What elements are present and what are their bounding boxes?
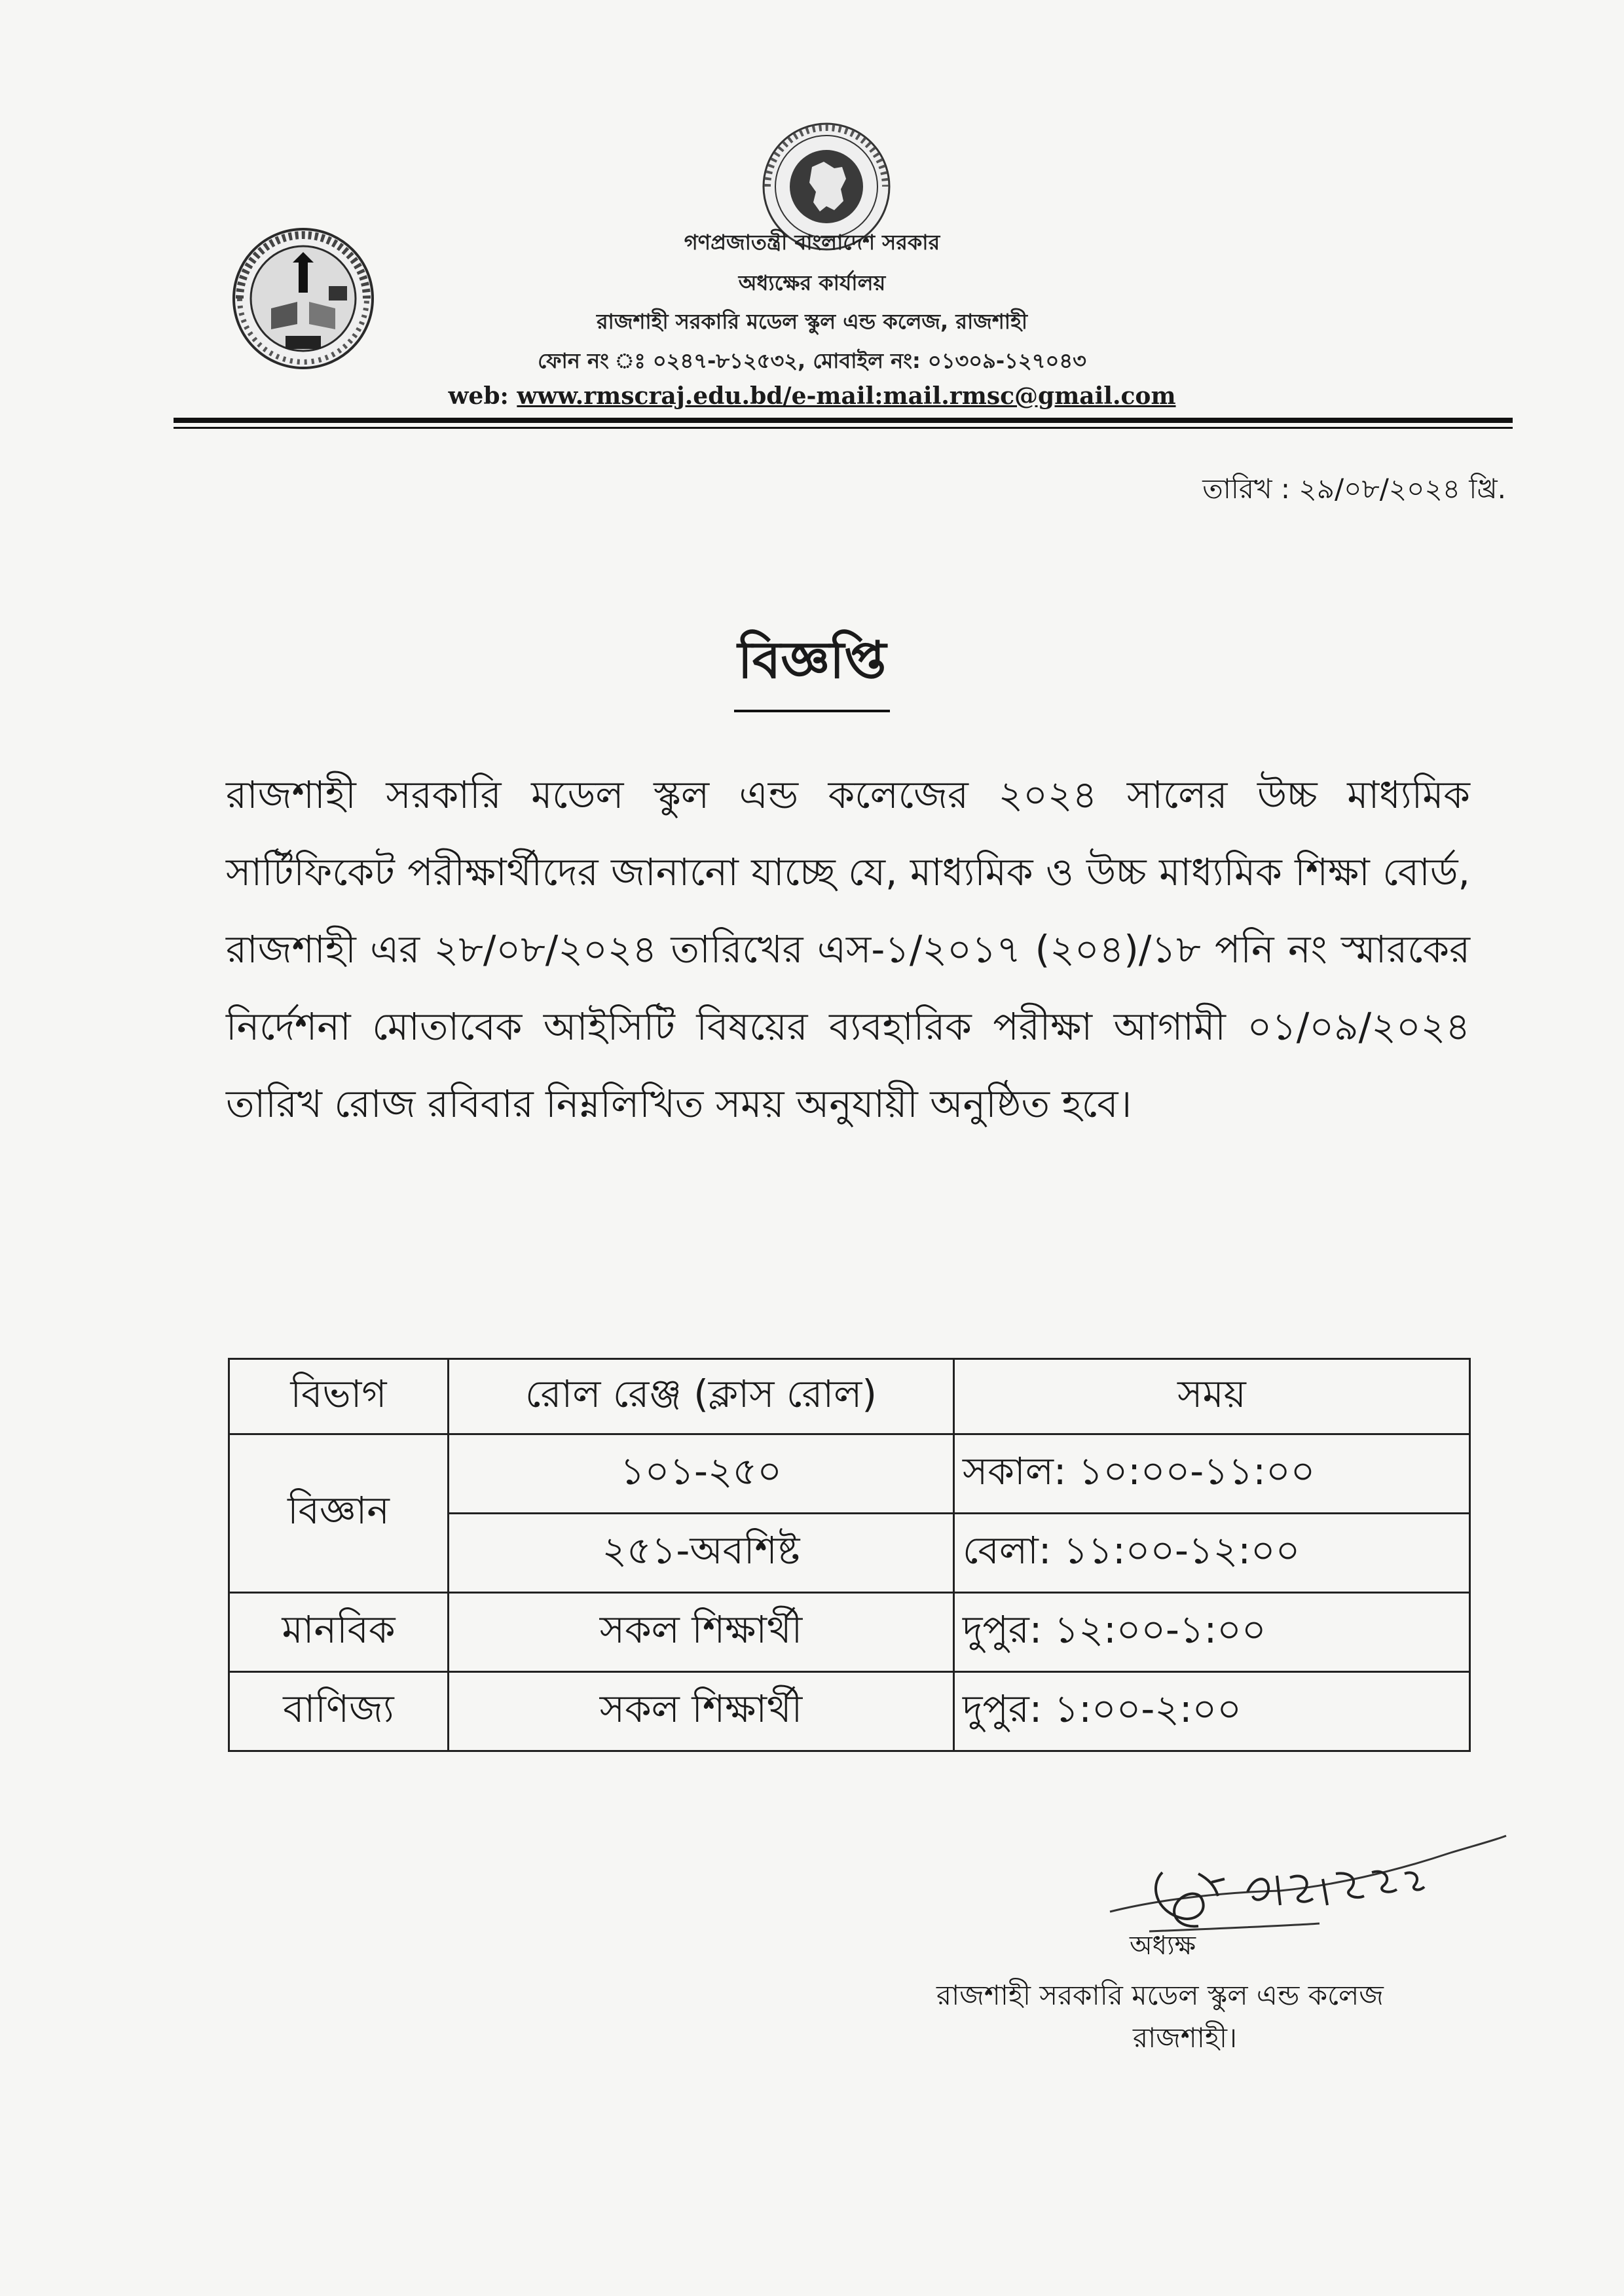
signatory-designation: অধ্যক্ষ bbox=[1130, 1931, 1196, 1961]
cell-department: মানবিক bbox=[229, 1593, 449, 1672]
notice-title: বিজ্ঞপ্তি bbox=[734, 621, 891, 712]
header-roll-range: রোল রেঞ্জ (ক্লাস রোল) bbox=[449, 1359, 954, 1434]
cell-time: দুপুর: ১:০০-২:০০ bbox=[954, 1672, 1470, 1751]
cell-roll-range: সকল শিক্ষার্থী bbox=[449, 1672, 954, 1751]
web-prefix: web: bbox=[448, 382, 517, 410]
notice-title-wrap bbox=[0, 621, 1624, 712]
web-url[interactable]: www.rmscraj.edu.bd/e-mail:mail.rmsc@gmail.com bbox=[517, 382, 1176, 410]
header-time: সময় bbox=[954, 1359, 1470, 1434]
notice-date: তারিখ : ২৯/০৮/২০২৪ খ্রি. bbox=[1202, 473, 1506, 505]
exam-schedule-table bbox=[228, 1358, 1471, 1752]
table-row bbox=[229, 1434, 1470, 1514]
signatory-city: রাজশাহী। bbox=[1133, 2022, 1237, 2054]
header-government: গণপ্রজাতন্ত্রী বাংলাদেশ সরকার bbox=[684, 230, 940, 255]
signatory-institution: রাজশাহী সরকারি মডেল স্কুল এন্ড কলেজ bbox=[936, 1979, 1384, 2011]
header-office: অধ্যক্ষের কার্যালয় bbox=[738, 270, 886, 295]
cell-roll-range: ২৫১-অবশিষ্ট bbox=[449, 1514, 954, 1593]
cell-time: বেলা: ১১:০০-১২:০০ bbox=[954, 1514, 1470, 1593]
table-row bbox=[229, 1593, 1470, 1672]
header-institution: রাজশাহী সরকারি মডেল স্কুল এন্ড কলেজ, রাজশাহী bbox=[596, 309, 1028, 334]
cell-roll-range: সকল শিক্ষার্থী bbox=[449, 1593, 954, 1672]
cell-department: বিজ্ঞান bbox=[229, 1434, 449, 1593]
table-header-row bbox=[229, 1359, 1470, 1434]
cell-time: সকাল: ১০:০০-১১:০০ bbox=[954, 1434, 1470, 1514]
cell-department: বাণিজ্য bbox=[229, 1672, 449, 1751]
notice-body: রাজশাহী সরকারি মডেল স্কুল এন্ড কলেজের ২০২৪ সালের উচ্চ মাধ্যমিক সার্টিফিকেট পরীক্ষার্থীদের জানানো যাচ্ছে যে, মাধ্যমিক ও উচ্চ মাধ্যমিক শিক্ষা বোর্ড, রাজশাহী এর ২৮/০৮/২০২৪ তারিখের এস-১/২০১৭ (২০৪)/১৮ পনি নং স্মারকের নির্দেশনা মোতাবেক আইসিটি বিষয়ের ব্যবহারিক পরীক্ষা আগামী ০১/০৯/২০২৪ তারিখ রোজ রবিবার নিম্নলিখিত সময় অনুযায়ী অনুষ্ঠিত হবে। bbox=[226, 773, 1470, 1126]
header-department: বিভাগ bbox=[229, 1359, 449, 1434]
header-phone: ফোন নং ঃ ০২৪৭-৮১২৫৩২, মোবাইল নং: ০১৩০৯-১২৭০৪৩ bbox=[538, 348, 1086, 373]
table-row bbox=[229, 1672, 1470, 1751]
header-divider-thick bbox=[174, 418, 1513, 423]
cell-roll-range: ১০১-২৫০ bbox=[449, 1434, 954, 1514]
header-web bbox=[0, 382, 1624, 410]
header-divider-thin bbox=[174, 427, 1513, 429]
cell-time: দুপুর: ১২:০০-১:০০ bbox=[954, 1593, 1470, 1672]
